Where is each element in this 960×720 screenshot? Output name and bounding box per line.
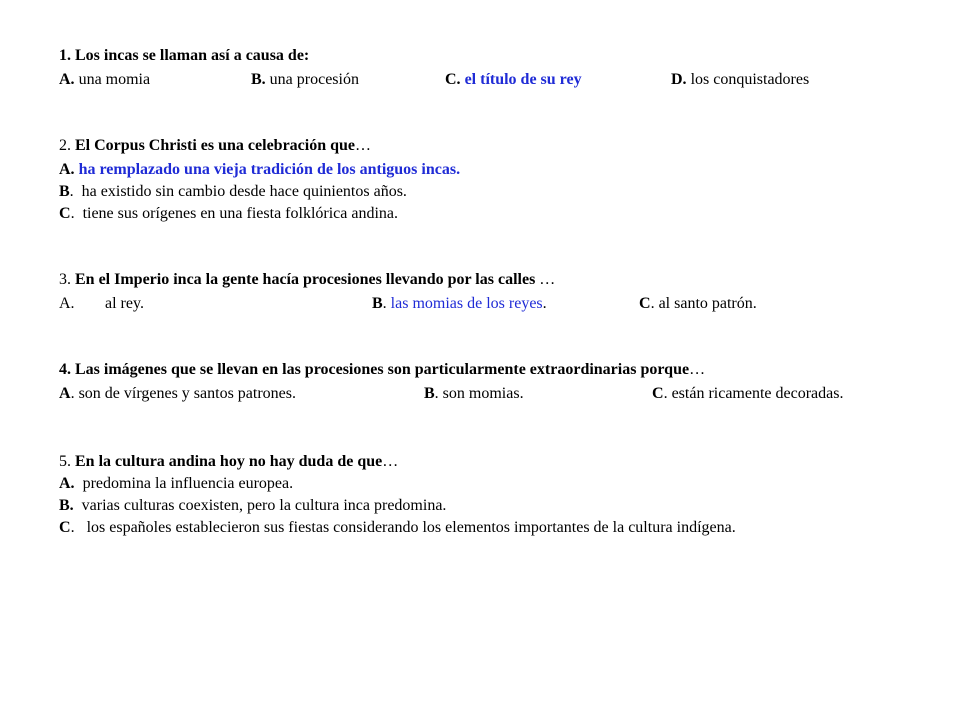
question-5: 5. En la cultura andina hoy no hay duda de que…	[59, 453, 399, 470]
q4-option-a-label: A	[59, 385, 71, 402]
q3-option-b: B. las momias de los reyes.	[372, 295, 547, 312]
question-3: 3. En el Imperio inca la gente hacía procesiones llevando por las calles …	[59, 271, 556, 288]
question-1-options	[59, 70, 919, 90]
q2-option-c-label: C	[59, 205, 71, 222]
question-2-number: 2	[59, 137, 67, 154]
q5-option-a	[59, 474, 293, 494]
q3-option-c-text: al santo patrón.	[658, 295, 757, 312]
q2-option-b-text: ha existido sin cambio desde hace quinientos años.	[81, 183, 407, 200]
q5-option-b-label: B.	[59, 497, 74, 514]
q5-option-b-text: varias culturas coexisten, pero la cultura inca predomina.	[81, 497, 447, 514]
q1-option-c-label: C.	[445, 71, 461, 88]
question-4-options	[59, 384, 919, 404]
q3-option-a-text: al rey.	[105, 295, 144, 312]
question-2-ellipsis: …	[355, 137, 372, 154]
question-4	[59, 360, 705, 380]
q4-option-a: A. son de vírgenes y santos patrones.	[59, 385, 297, 402]
q1-option-a-label: A.	[59, 71, 75, 88]
q3-option-c-label: C	[639, 295, 651, 312]
q4-option-c-text: están ricamente decoradas.	[671, 385, 844, 402]
q2-option-c: C. tiene sus orígenes en una fiesta folklórica andina.	[59, 205, 399, 222]
question-1-number: 1.	[59, 47, 71, 64]
q5-option-a-text: predomina la influencia europea.	[82, 475, 294, 492]
q3-option-c: C. al santo patrón.	[639, 295, 757, 312]
q2-option-a-label: A.	[59, 161, 75, 178]
q3-option-b-text: las momias de los reyes	[390, 295, 543, 312]
question-2: 2. El Corpus Christi es una celebración que…	[59, 137, 372, 154]
q2-option-b-label: B	[59, 183, 70, 200]
q5-option-c-label: C	[59, 519, 71, 536]
q4-option-b: B. son momias.	[424, 385, 524, 402]
q1-option-d	[671, 70, 809, 90]
question-3-ellipsis: …	[539, 271, 556, 288]
q5-option-c-text: los españoles establecieron sus fiestas considerando los elementos importantes de la cultura indígena.	[86, 519, 736, 536]
q2-option-c-text: tiene sus orígenes en una fiesta folklórica andina.	[82, 205, 399, 222]
q2-option-b: B. ha existido sin cambio desde hace quinientos años.	[59, 183, 407, 200]
q5-option-b	[59, 496, 446, 516]
q3-option-a	[59, 294, 75, 314]
q3-option-a-label: A.	[59, 295, 75, 312]
question-5-stem: En la cultura andina hoy no hay duda de que	[75, 453, 383, 470]
question-4-number: 4.	[59, 361, 71, 378]
question-3-number: 3	[59, 271, 67, 288]
q4-option-c-label: C	[652, 385, 664, 402]
q1-option-a	[59, 70, 150, 90]
q4-option-b-text: son momias.	[442, 385, 524, 402]
q3-option-b-label: B	[372, 295, 383, 312]
question-3-stem: En el Imperio inca la gente hacía procesiones llevando por las calles	[75, 271, 536, 288]
q4-option-c: C. están ricamente decoradas.	[652, 385, 844, 402]
q1-option-c-text: el título de su rey	[464, 71, 582, 88]
question-1-stem: Los incas se llaman así a causa de:	[75, 47, 310, 64]
q1-option-b-label: B.	[251, 71, 266, 88]
q5-option-a-label: A.	[59, 475, 75, 492]
q1-option-b	[251, 70, 359, 90]
q2-option-a	[59, 160, 460, 180]
question-5-ellipsis: …	[382, 453, 399, 470]
question-5-number: 5	[59, 453, 67, 470]
question-2-stem: El Corpus Christi es una celebración que	[75, 137, 356, 154]
q4-option-b-label: B	[424, 385, 435, 402]
q5-option-c: C. los españoles establecieron sus fiestas considerando los elementos importantes de la cultura indígena.	[59, 519, 736, 536]
q1-option-d-text: los conquistadores	[690, 71, 810, 88]
question-4-stem: Las imágenes que se llevan en las procesiones son particularmente extraordinarias porque	[75, 361, 690, 378]
q1-option-d-label: D.	[671, 71, 687, 88]
q1-option-c	[445, 70, 582, 90]
question-3-options	[59, 294, 919, 314]
question-4-ellipsis: …	[689, 361, 706, 378]
q4-option-a-text: son de vírgenes y santos patrones.	[78, 385, 297, 402]
q1-option-b-text: una procesión	[269, 71, 359, 88]
q1-option-a-text: una momia	[78, 71, 151, 88]
q2-option-a-text: ha remplazado una vieja tradición de los antiguos incas.	[78, 161, 461, 178]
question-1	[59, 46, 309, 66]
